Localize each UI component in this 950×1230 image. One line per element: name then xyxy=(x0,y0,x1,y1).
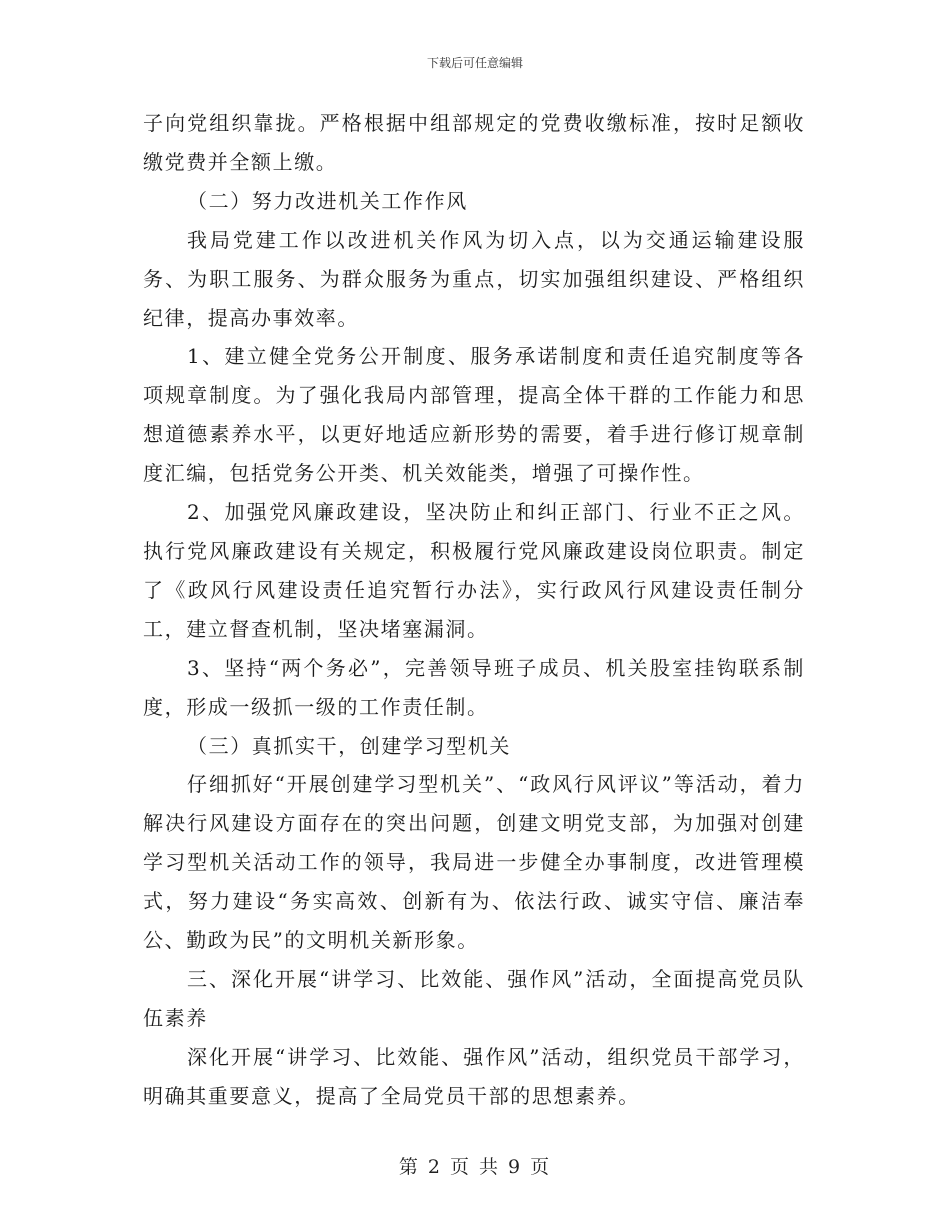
paragraph-work-style: 我局党建工作以改进机关作风为切入点，以为交通运输建设服务、为职工服务、为群众服务为重点，切实加强组织建设、严格组织纪律，提高办事效率。 xyxy=(143,227,805,330)
paragraph-item-3: 3、坚持“两个务必”，完善领导班子成员、机关股室挂钩联系制度，形成一级抓一级的工作责任制。 xyxy=(143,655,805,719)
section-heading-three: 三、深化开展“讲学习、比效能、强作风”活动，全面提高党员队伍素养 xyxy=(143,966,805,1030)
section-heading-2: （二）努力改进机关工作作风 xyxy=(187,188,468,213)
page-header: 下载后可任意编辑 xyxy=(426,56,523,70)
footer-current-page: 2 xyxy=(427,1156,442,1178)
footer-total-pages: 9 xyxy=(508,1156,523,1178)
section-heading-3: （三）真抓实干，创建学习型机关 xyxy=(187,733,511,758)
paragraph-item-2: 2、加强党风廉政建设，坚决防止和纠正部门、行业不正之风。执行党风廉政建设有关规定，积极履行党风廉政建设岗位职责。制定了《政风行风建设责任追究暂行办法》，实行政风行风建设责任制分工，建立督查机制，坚决堵塞漏洞。 xyxy=(143,500,805,641)
paragraph-party-fees: 子向党组织靠拢。严格根据中组部规定的党费收缴标准，按时足额收缴党费并全额上缴。 xyxy=(143,111,805,174)
paragraph-item-1: 1、建立健全党务公开制度、服务承诺制度和责任追究制度等各项规章制度。为了强化我局内部管理，提高全体干群的工作能力和思想道德素养水平，以更好地适应新形势的需要，着手进行修订规章制度汇编，包括党务公开类、机关效能类，增强了可操作性。 xyxy=(143,344,805,486)
page-footer xyxy=(0,1152,950,1179)
paragraph-learning-organization: 仔细抓好“开展创建学习型机关”、“政风行风评议”等活动，着力解决行风建设方面存在的突出问题，创建文明党支部，为加强对创建学习型机关活动工作的领导，我局进一步健全办事制度，改进管理模式，努力建设“务实高效、创新有为、依法行政、诚实守信、廉洁奉公、勤政为民”的文明机关新形象。 xyxy=(143,772,805,953)
paragraph-campaign: 深化开展“讲学习、比效能、强作风”活动，组织党员干部学习，明确其重要意义，提高了全局党员干部的思想素养。 xyxy=(143,1044,805,1108)
document-body xyxy=(143,104,805,1116)
footer-prefix: 第 xyxy=(398,1156,420,1178)
footer-middle: 页 共 xyxy=(449,1156,501,1178)
footer-suffix: 页 xyxy=(530,1156,552,1178)
